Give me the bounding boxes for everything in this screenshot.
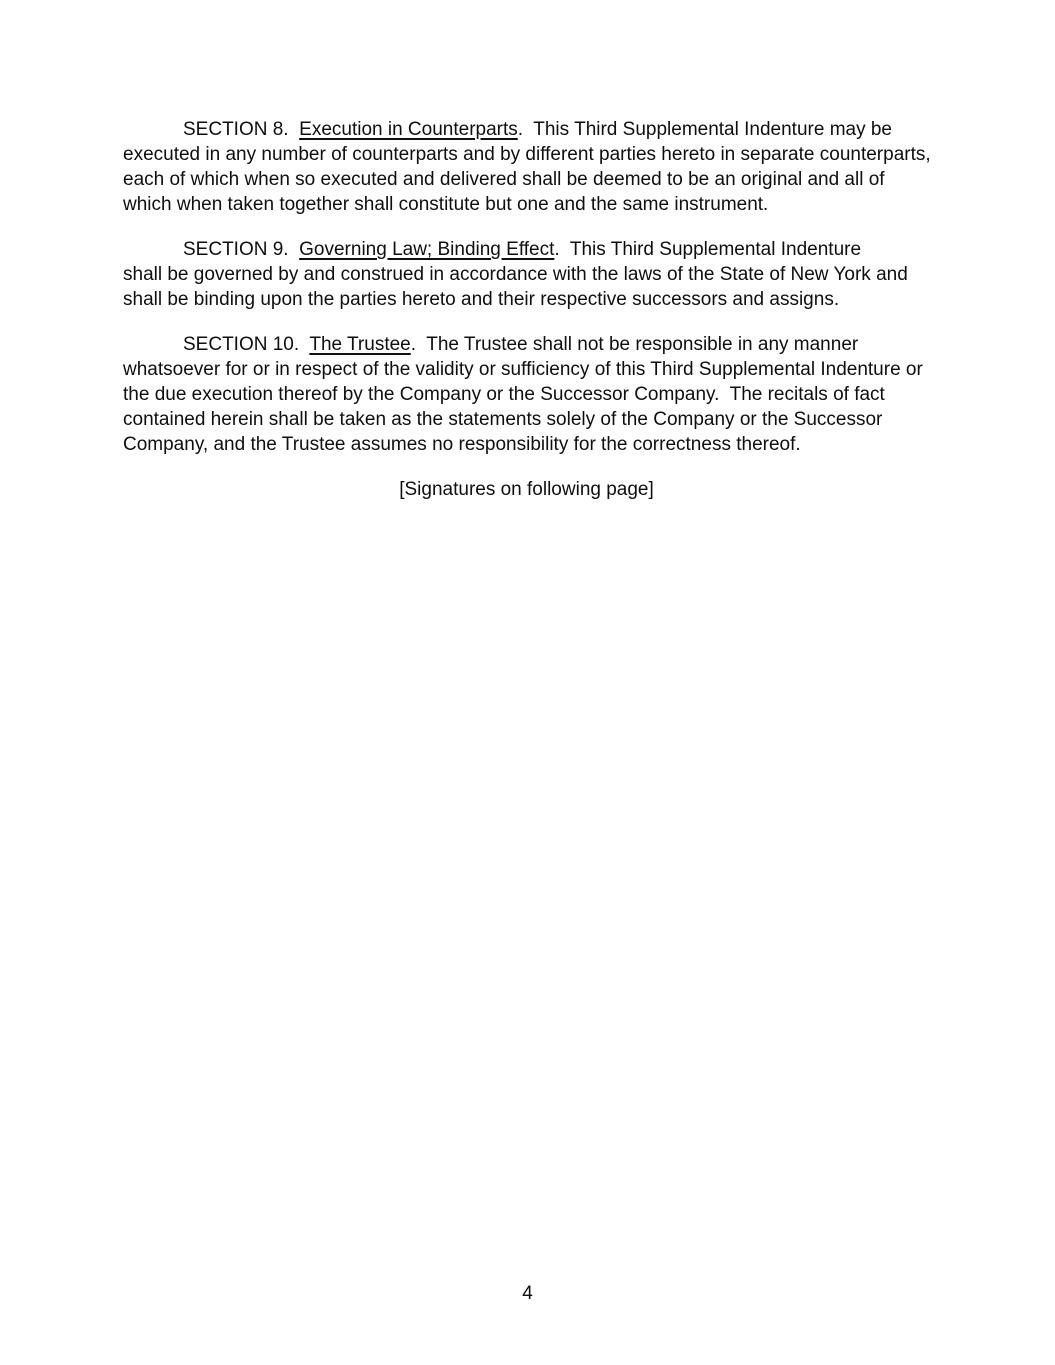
section-heading-underlined: The Trustee bbox=[309, 334, 411, 355]
text-line bbox=[123, 142, 930, 167]
section-heading-underlined: Execution in Counterparts bbox=[299, 119, 518, 140]
document-body bbox=[123, 117, 930, 502]
page-number: 4 bbox=[522, 1283, 533, 1304]
text-segment: shall be governed by and construed in accordance with the laws of the State of New York and bbox=[123, 264, 908, 285]
text-segment: . This Third Supplemental Indenture bbox=[554, 239, 862, 260]
paragraph-section-10 bbox=[123, 332, 930, 457]
paragraph-section-9 bbox=[123, 237, 930, 312]
text-segment: whatsoever for or in respect of the validity or sufficiency of this Third Supplemental Indenture or bbox=[123, 359, 923, 380]
text-line bbox=[123, 167, 930, 192]
text-segment: the due execution thereof by the Company or the Successor Company. The recitals of fact bbox=[123, 384, 885, 405]
text-line bbox=[123, 192, 930, 217]
text-segment: . This Third Supplemental Indenture may be bbox=[517, 119, 892, 140]
text-segment: Company, and the Trustee assumes no responsibility for the correctness thereof. bbox=[123, 434, 801, 455]
section-heading-underlined: Governing Law; Binding Effect bbox=[299, 239, 555, 260]
text-line bbox=[123, 357, 930, 382]
text-line bbox=[123, 287, 930, 312]
text-segment: each of which when so executed and delivered shall be deemed to be an original and all of bbox=[123, 169, 885, 190]
text-segment: executed in any number of counterparts and by different parties hereto in separate counterparts, bbox=[123, 144, 931, 165]
text-segment: SECTION 8. bbox=[183, 119, 300, 140]
text-segment: which when taken together shall constitute but one and the same instrument. bbox=[123, 194, 769, 215]
text-line bbox=[123, 382, 930, 407]
signature-placeholder-note: [Signatures on following page] bbox=[399, 479, 654, 500]
text-segment: shall be binding upon the parties hereto and their respective successors and assigns. bbox=[123, 289, 840, 310]
text-line bbox=[123, 432, 930, 457]
text-segment: SECTION 10. bbox=[183, 334, 310, 355]
text-line bbox=[123, 237, 930, 262]
text-line bbox=[123, 332, 930, 357]
text-line bbox=[123, 262, 930, 287]
text-line bbox=[123, 117, 930, 142]
text-segment: . The Trustee shall not be responsible in any manner bbox=[410, 334, 859, 355]
paragraph-section-8 bbox=[123, 117, 930, 217]
text-segment: SECTION 9. bbox=[183, 239, 300, 260]
text-segment: contained herein shall be taken as the statements solely of the Company or the Successor bbox=[123, 409, 883, 430]
text-line bbox=[123, 407, 930, 432]
paragraphs-container bbox=[123, 117, 930, 457]
